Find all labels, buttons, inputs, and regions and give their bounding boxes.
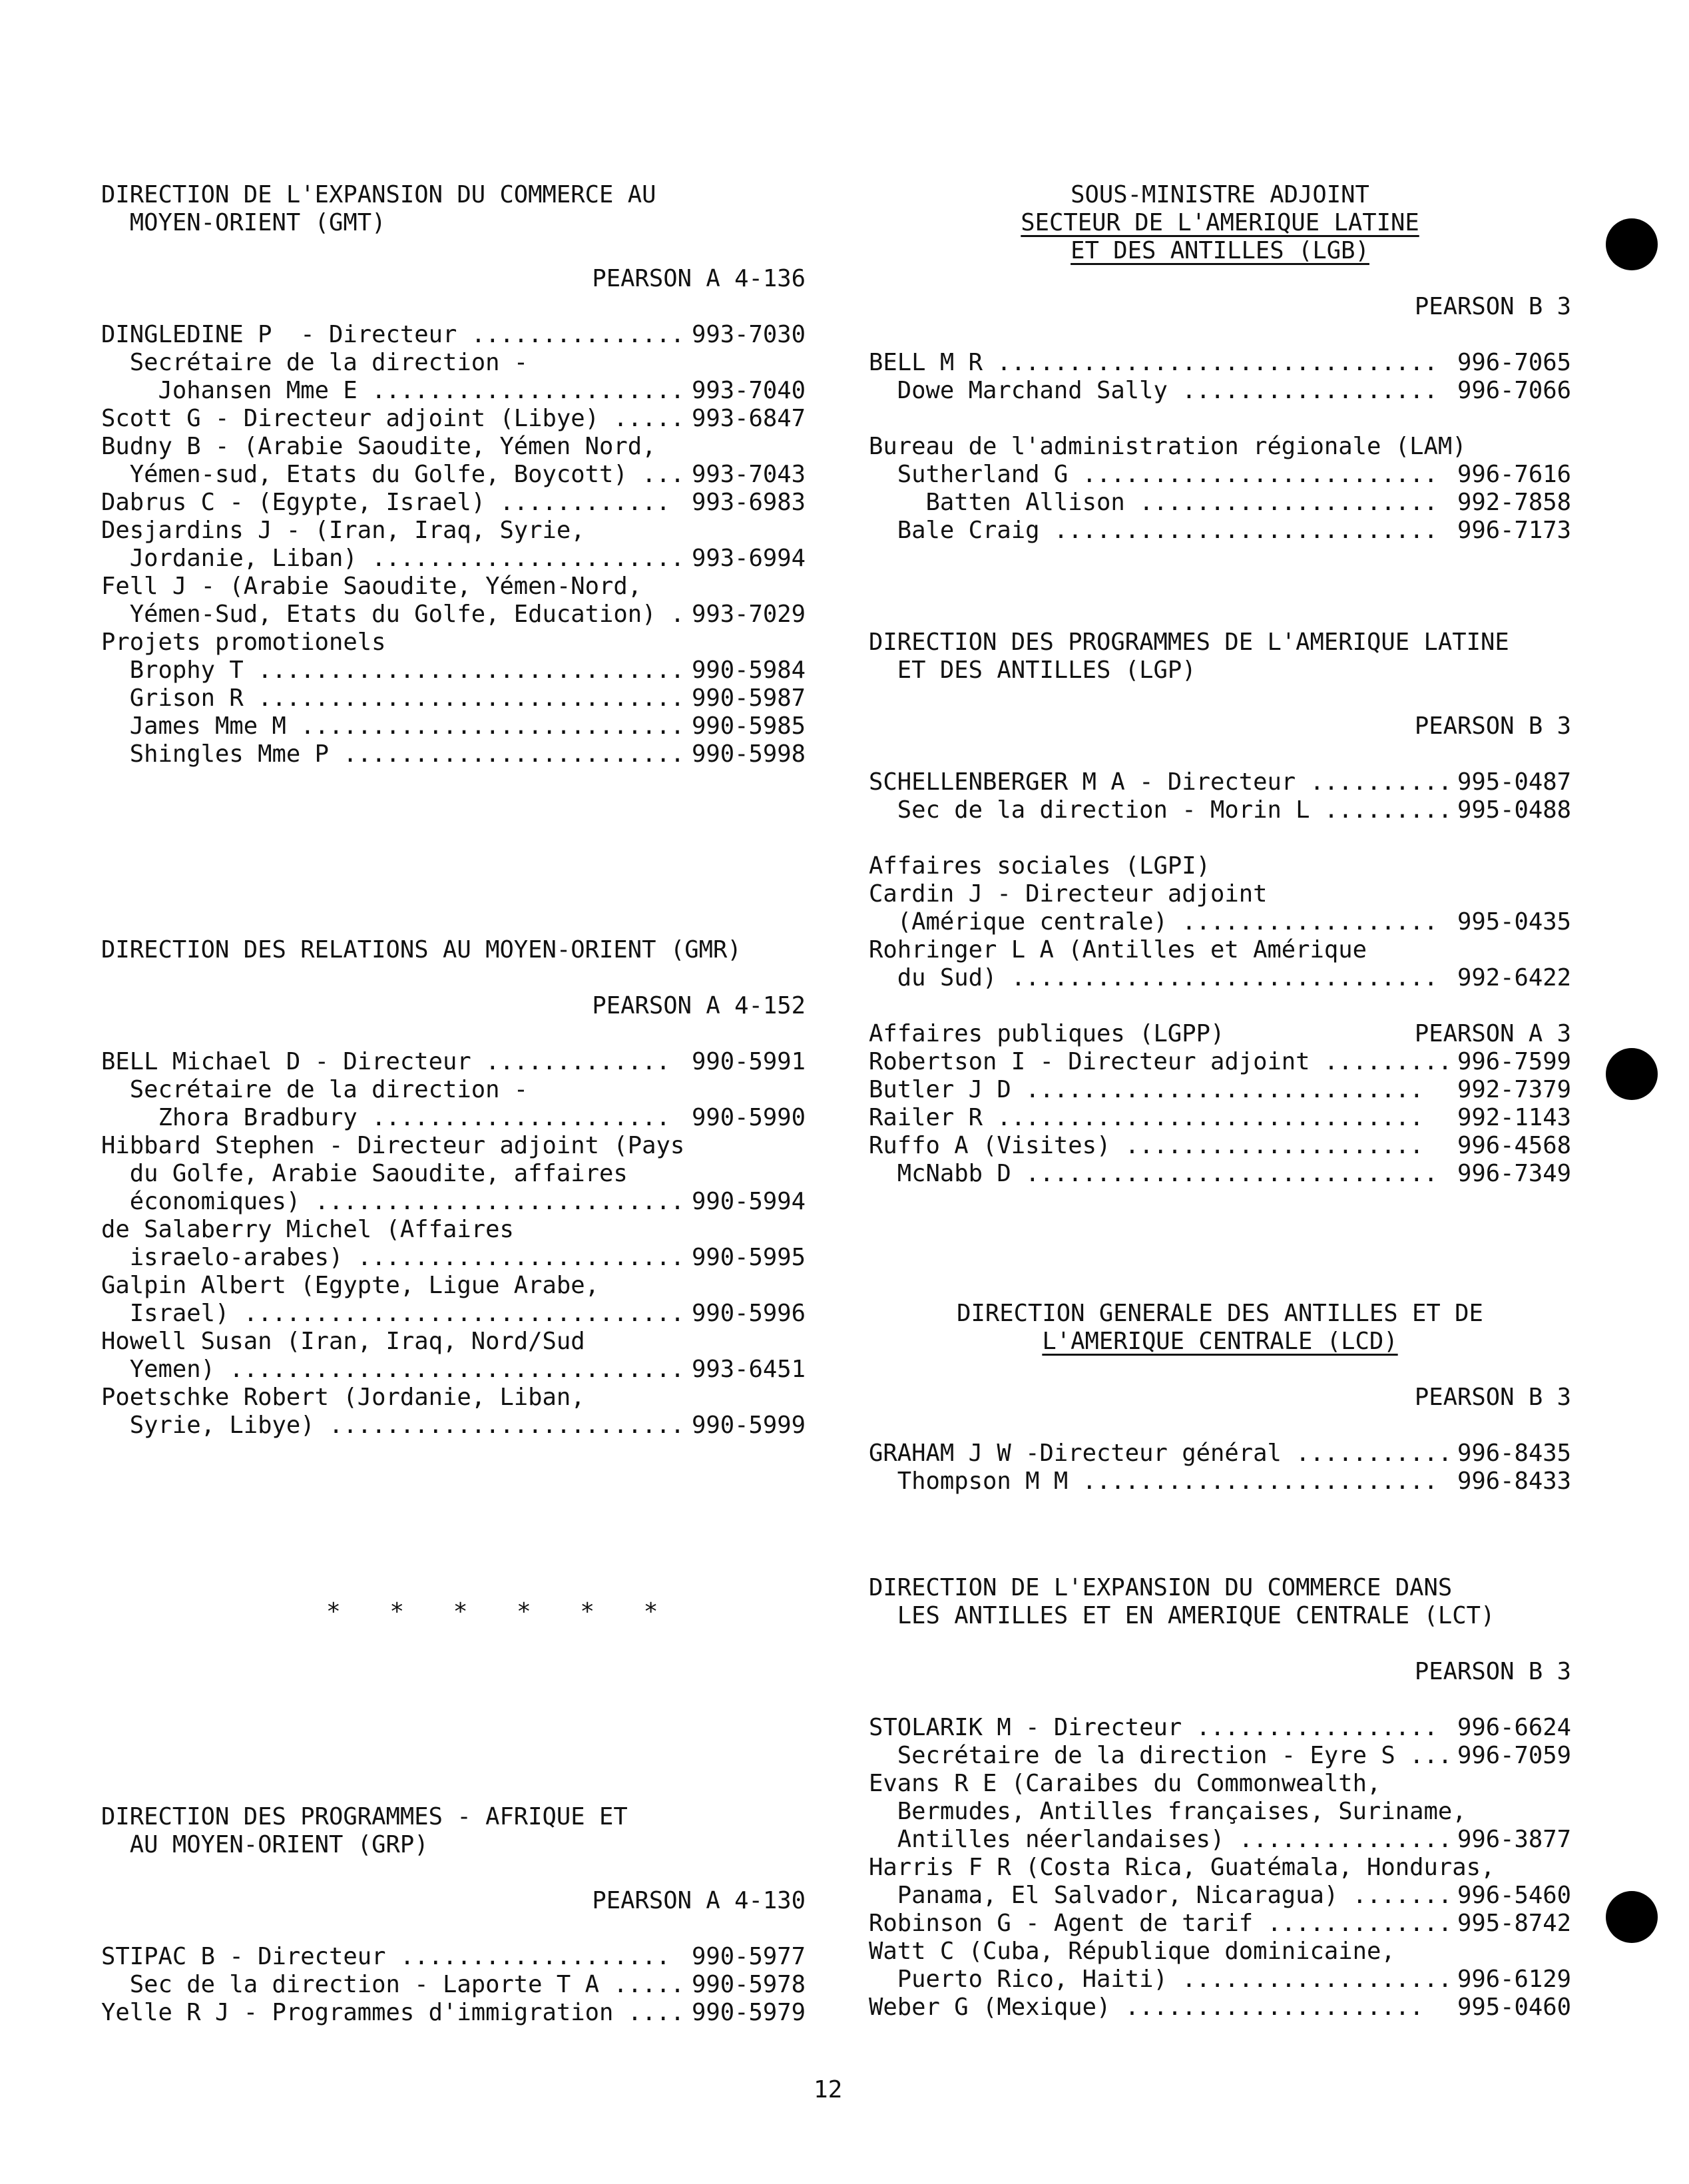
section-title-text: DIRECTION DES RELATIONS AU MOYEN-ORIENT (GMR) <box>101 936 742 963</box>
phone-number: 996-7065 <box>1457 349 1571 376</box>
directory-entry <box>869 908 1571 936</box>
directory-entry <box>869 1468 1571 1496</box>
section-title <box>869 181 1571 209</box>
entry-text: de Salaberry Michel (Affaires <box>101 1216 514 1243</box>
directory-entry <box>869 1826 1571 1854</box>
directory-entry <box>101 1272 806 1300</box>
spacer <box>869 684 1571 712</box>
spacer <box>101 1020 806 1048</box>
directory-entry <box>869 880 1571 908</box>
entry-text: James Mme M ........................... <box>101 712 685 740</box>
directory-entry <box>101 1244 806 1272</box>
directory-entry <box>101 349 806 377</box>
entry-text: Weber G (Mexique) ..................... <box>869 1994 1424 2021</box>
phone-number: 995-0460 <box>1457 1994 1571 2021</box>
binder-hole-bottom <box>1606 1891 1658 1943</box>
binder-hole-middle <box>1606 1048 1658 1100</box>
spacer <box>869 740 1571 768</box>
entry-text: Fell J - (Arabie Saoudite, Yémen-Nord, <box>101 573 642 600</box>
entry-text: Israel) ............................... <box>101 1300 685 1327</box>
location-label: PEARSON B 3 <box>1414 1384 1571 1411</box>
entry-text: Robertson I - Directeur adjoint ......... <box>869 1048 1453 1075</box>
phone-number: 995-0488 <box>1457 796 1571 824</box>
section-title <box>101 1831 806 1859</box>
section-title <box>869 657 1571 684</box>
directory-entry <box>869 1440 1571 1468</box>
phone-number: 996-7059 <box>1457 1742 1571 1769</box>
directory-entry <box>869 1742 1571 1770</box>
section-lct <box>869 1574 1571 2022</box>
phone-number: 990-5985 <box>692 712 806 740</box>
directory-entry <box>101 573 806 601</box>
phone-number: 996-6624 <box>1457 1714 1571 1741</box>
directory-entry <box>869 768 1571 796</box>
phone-number: 996-7349 <box>1457 1160 1571 1187</box>
section-title <box>869 1574 1571 1602</box>
entry-text: Secrétaire de la direction - Eyre S ... <box>869 1742 1453 1769</box>
directory-entry <box>101 1076 806 1104</box>
directory-entry <box>869 992 1571 1020</box>
entry-text: Poetschke Robert (Jordanie, Liban, <box>101 1384 585 1411</box>
entry-text: STOLARIK M - Directeur ................. <box>869 1714 1438 1741</box>
entry-text: Syrie, Libye) ......................... <box>101 1412 685 1439</box>
entry-text: Butler J D ............................ <box>869 1076 1424 1103</box>
spacer <box>101 964 806 992</box>
directory-entry <box>101 1300 806 1328</box>
directory-entry <box>101 1412 806 1440</box>
entry-text: Yelle R J - Programmes d'immigration .... <box>101 1999 685 2026</box>
spacer <box>869 1356 1571 1384</box>
phone-number: 990-5998 <box>692 740 806 768</box>
section-grp <box>101 1803 806 2027</box>
directory-entry <box>869 1132 1571 1160</box>
directory-entry <box>869 1798 1571 1826</box>
entry-text: Yemen) ................................ <box>101 1356 685 1383</box>
separator-stars: * * * * * * <box>326 1598 676 1625</box>
directory-entry <box>869 1994 1571 2022</box>
directory-entry <box>101 1999 806 2027</box>
binder-hole-top <box>1606 218 1658 270</box>
directory-entry <box>101 657 806 684</box>
directory-entry <box>101 1216 806 1244</box>
entry-text: israelo-arabes) ....................... <box>101 1244 685 1271</box>
directory-entry <box>101 629 806 657</box>
spacer <box>869 265 1571 293</box>
directory-entry <box>869 405 1571 433</box>
spacer <box>869 1686 1571 1714</box>
location-label: PEARSON A 4-130 <box>592 1887 806 1914</box>
directory-entry <box>101 433 806 461</box>
directory-entry <box>101 377 806 405</box>
section-lgp <box>869 629 1571 1188</box>
phone-number: 993-6451 <box>692 1356 806 1383</box>
phone-number: 995-8742 <box>1457 1910 1571 1937</box>
phone-number: 992-1143 <box>1457 1104 1571 1131</box>
section-title-text: L'AMERIQUE CENTRALE (LCD) <box>1042 1328 1398 1355</box>
entry-text: Bale Craig ........................... <box>869 517 1438 544</box>
entry-text: du Golfe, Arabie Saoudite, affaires <box>101 1160 628 1187</box>
entry-text: Evans R E (Caraibes du Commonwealth, <box>869 1770 1381 1797</box>
directory-entry <box>869 377 1571 405</box>
section-title <box>101 181 806 209</box>
entry-text: McNabb D ............................. <box>869 1160 1438 1187</box>
directory-entry <box>869 1966 1571 1994</box>
directory-entry <box>101 684 806 712</box>
entry-text: Secrétaire de la direction - <box>101 1076 529 1103</box>
spacer <box>101 293 806 321</box>
phone-number: 995-0435 <box>1457 908 1571 936</box>
entry-text: Batten Allison ..................... <box>869 489 1438 516</box>
phone-number: 996-7599 <box>1457 1048 1571 1075</box>
directory-entry <box>101 489 806 517</box>
section-title <box>869 629 1571 657</box>
entry-text: Affaires publiques (LGPP) <box>869 1020 1225 1047</box>
phone-number: 990-5995 <box>692 1244 806 1271</box>
entry-text: Budny B - (Arabie Saoudite, Yémen Nord, <box>101 433 656 460</box>
entry-text: Brophy T .............................. <box>101 657 685 684</box>
entry-text: Projets promotionels <box>101 629 386 656</box>
entry-text: Desjardins J - (Iran, Iraq, Syrie, <box>101 517 585 544</box>
section-title-text: DIRECTION GENERALE DES ANTILLES ET DE <box>957 1300 1483 1327</box>
directory-entry <box>869 433 1571 461</box>
section-title-text: SECTEUR DE L'AMERIQUE LATINE <box>1021 209 1419 236</box>
section-title-text: DIRECTION DES PROGRAMMES DE L'AMERIQUE LATINE <box>869 629 1509 656</box>
directory-entry <box>101 601 806 629</box>
directory-entry <box>101 517 806 545</box>
phone-number: 990-5979 <box>692 1999 806 2026</box>
section-title <box>101 936 806 964</box>
entry-text: Sec de la direction - Morin L ......... <box>869 796 1453 824</box>
location-label: PEARSON A 4-152 <box>592 992 806 1019</box>
entry-text: Dowe Marchand Sally .................. <box>869 377 1438 404</box>
phone-number: 995-0487 <box>1457 768 1571 796</box>
page-number: 12 <box>814 2076 843 2103</box>
spacer <box>101 237 806 265</box>
directory-entry <box>101 712 806 740</box>
section-title <box>869 1602 1571 1630</box>
directory-entry <box>869 517 1571 545</box>
phone-number: 996-3877 <box>1457 1826 1571 1853</box>
directory-entry <box>101 740 806 768</box>
phone-number: 993-6847 <box>692 405 806 432</box>
spacer <box>101 1915 806 1943</box>
directory-entry <box>869 1020 1571 1048</box>
phone-number: 992-7379 <box>1457 1076 1571 1103</box>
location-label: PEARSON B 3 <box>1414 712 1571 740</box>
entry-text: GRAHAM J W -Directeur général ........... <box>869 1440 1453 1467</box>
phone-number: 990-5999 <box>692 1412 806 1439</box>
phone-number: 990-5978 <box>692 1971 806 1998</box>
entry-text: DINGLEDINE P - Directeur ............... <box>101 321 685 348</box>
entry-text: Shingles Mme P ........................ <box>101 740 685 768</box>
directory-entry <box>869 461 1571 489</box>
directory-entry <box>869 489 1571 517</box>
spacer <box>101 1859 806 1887</box>
location-label: PEARSON B 3 <box>1414 293 1571 320</box>
phone-number: 996-7066 <box>1457 377 1571 404</box>
directory-entry <box>869 1048 1571 1076</box>
phone-number: 990-5977 <box>692 1943 806 1970</box>
entry-text: Antilles néerlandaises) ............... <box>869 1826 1453 1853</box>
entry-text: Scott G - Directeur adjoint (Libye) ..... <box>101 405 685 432</box>
entry-text: Thompson M M ......................... <box>869 1468 1438 1495</box>
phone-number: 996-7616 <box>1457 461 1571 488</box>
entry-text: Cardin J - Directeur adjoint <box>869 880 1268 908</box>
directory-entry <box>101 1048 806 1076</box>
directory-entry <box>869 1076 1571 1104</box>
phone-number: 993-7043 <box>692 461 806 488</box>
spacer <box>869 1412 1571 1440</box>
section-title-text: DIRECTION DE L'EXPANSION DU COMMERCE DANS <box>869 1574 1453 1601</box>
entry-text: Galpin Albert (Egypte, Ligue Arabe, <box>101 1272 600 1299</box>
section-title <box>869 209 1571 237</box>
phone-number: 990-5996 <box>692 1300 806 1327</box>
phone-number: 993-7029 <box>692 601 806 628</box>
entry-text: Panama, El Salvador, Nicaragua) ....... <box>869 1882 1453 1909</box>
entry-text: (Amérique centrale) .................. <box>869 908 1438 936</box>
entry-text: Puerto Rico, Haiti) ................... <box>869 1966 1453 1993</box>
section-title <box>869 1300 1571 1328</box>
section-title <box>101 209 806 237</box>
section-title-text: AU MOYEN-ORIENT (GRP) <box>101 1831 429 1858</box>
location-label: PEARSON B 3 <box>1414 1658 1571 1685</box>
phone-number: 990-5987 <box>692 684 806 712</box>
entry-text: Grison R .............................. <box>101 684 685 712</box>
directory-entry <box>869 796 1571 824</box>
directory-entry <box>101 1971 806 1999</box>
directory-entry <box>101 1132 806 1160</box>
entry-text: Johansen Mme E ...................... <box>101 377 685 404</box>
phone-number: 996-8433 <box>1457 1468 1571 1495</box>
phone-number: 992-7858 <box>1457 489 1571 516</box>
section-title-text: DIRECTION DE L'EXPANSION DU COMMERCE AU <box>101 181 656 208</box>
directory-entry <box>869 349 1571 377</box>
phone-number: 993-6983 <box>692 489 806 516</box>
directory-entry <box>101 545 806 573</box>
entry-text: Dabrus C - (Egypte, Israel) ............ <box>101 489 670 516</box>
entry-text: Sec de la direction - Laporte T A ..... <box>101 1971 685 1998</box>
directory-entry <box>869 1882 1571 1910</box>
section-gmt <box>101 181 806 768</box>
entry-text: Rohringer L A (Antilles et Amérique <box>869 936 1367 963</box>
entry-text: économiques) .......................... <box>101 1188 685 1215</box>
directory-entry <box>869 1854 1571 1882</box>
directory-entry <box>101 1328 806 1356</box>
section-title <box>869 1328 1571 1356</box>
directory-entry <box>101 1104 806 1132</box>
entry-text: Watt C (Cuba, République dominicaine, <box>869 1938 1395 1965</box>
phone-number: PEARSON A 3 <box>1414 1020 1571 1047</box>
section-title-text: ET DES ANTILLES (LGB) <box>1071 237 1369 264</box>
phone-number: 996-7173 <box>1457 517 1571 544</box>
directory-entry <box>101 1943 806 1971</box>
directory-entry <box>869 1938 1571 1966</box>
directory-entry <box>869 1910 1571 1938</box>
entry-text: Zhora Bradbury ..................... <box>101 1104 670 1131</box>
phone-number: 990-5984 <box>692 657 806 684</box>
entry-text: Railer R .............................. <box>869 1104 1424 1131</box>
entry-text: Bermudes, Antilles françaises, Suriname, <box>869 1798 1467 1825</box>
entry-text: Hibbard Stephen - Directeur adjoint (Pays <box>101 1132 685 1159</box>
section-title-text: SOUS-MINISTRE ADJOINT <box>1071 181 1369 208</box>
directory-entry <box>101 1160 806 1188</box>
entry-text: SCHELLENBERGER M A - Directeur .......... <box>869 768 1453 796</box>
entry-text: Ruffo A (Visites) ..................... <box>869 1132 1424 1159</box>
entry-text: Yémen-Sud, Etats du Golfe, Education) . <box>101 601 685 628</box>
entry-text: BELL M R ............................... <box>869 349 1438 376</box>
phone-number: 996-5460 <box>1457 1882 1571 1909</box>
phone-number: 990-5990 <box>692 1104 806 1131</box>
section-title-text: ET DES ANTILLES (LGP) <box>869 657 1196 684</box>
section-lgb <box>869 181 1571 545</box>
entry-text: Robinson G - Agent de tarif ............. <box>869 1910 1453 1937</box>
section-title-text: MOYEN-ORIENT (GMT) <box>101 209 386 236</box>
directory-entry <box>101 1356 806 1384</box>
phone-number: 993-7030 <box>692 321 806 348</box>
directory-entry <box>869 1160 1571 1188</box>
phone-number: 992-6422 <box>1457 964 1571 991</box>
section-title-text: LES ANTILLES ET EN AMERIQUE CENTRALE (LCT) <box>869 1602 1495 1629</box>
directory-entry <box>869 936 1571 964</box>
directory-entry <box>869 1770 1571 1798</box>
spacer <box>869 321 1571 349</box>
entry-text: du Sud) .............................. <box>869 964 1438 991</box>
directory-entry <box>101 1188 806 1216</box>
entry-text: Secrétaire de la direction - <box>101 349 529 376</box>
directory-entry <box>869 824 1571 852</box>
entry-text: BELL Michael D - Directeur ............. <box>101 1048 670 1075</box>
phone-number: 990-5991 <box>692 1048 806 1075</box>
entry-text: Yémen-sud, Etats du Golfe, Boycott) ... <box>101 461 685 488</box>
directory-entry <box>101 321 806 349</box>
section-title <box>101 1803 806 1831</box>
entry-text: Bureau de l'administration régionale (LAM) <box>869 433 1467 460</box>
section-gmr <box>101 936 806 1440</box>
phone-number: 990-5994 <box>692 1188 806 1215</box>
directory-entry <box>869 1104 1571 1132</box>
directory-entry <box>101 405 806 433</box>
entry-text: STIPAC B - Directeur ................... <box>101 1943 670 1970</box>
directory-entry <box>869 964 1571 992</box>
entry-text: Howell Susan (Iran, Iraq, Nord/Sud <box>101 1328 585 1355</box>
phone-number: 996-4568 <box>1457 1132 1571 1159</box>
phone-number: 996-6129 <box>1457 1966 1571 1993</box>
phone-number: 993-7040 <box>692 377 806 404</box>
section-lcd <box>869 1300 1571 1496</box>
phone-number: 996-8435 <box>1457 1440 1571 1467</box>
directory-entry <box>869 1714 1571 1742</box>
spacer <box>869 1630 1571 1658</box>
entry-text: Affaires sociales (LGPI) <box>869 852 1210 880</box>
directory-entry <box>869 852 1571 880</box>
section-title-text: DIRECTION DES PROGRAMMES - AFRIQUE ET <box>101 1803 628 1830</box>
directory-entry <box>101 1384 806 1412</box>
location-label: PEARSON A 4-136 <box>592 265 806 292</box>
phone-number: 993-6994 <box>692 545 806 572</box>
directory-entry <box>101 461 806 489</box>
entry-text: Harris F R (Costa Rica, Guatémala, Honduras, <box>869 1854 1495 1881</box>
entry-text: Jordanie, Liban) ...................... <box>101 545 685 572</box>
entry-text: Sutherland G ......................... <box>869 461 1438 488</box>
section-title <box>869 237 1571 265</box>
